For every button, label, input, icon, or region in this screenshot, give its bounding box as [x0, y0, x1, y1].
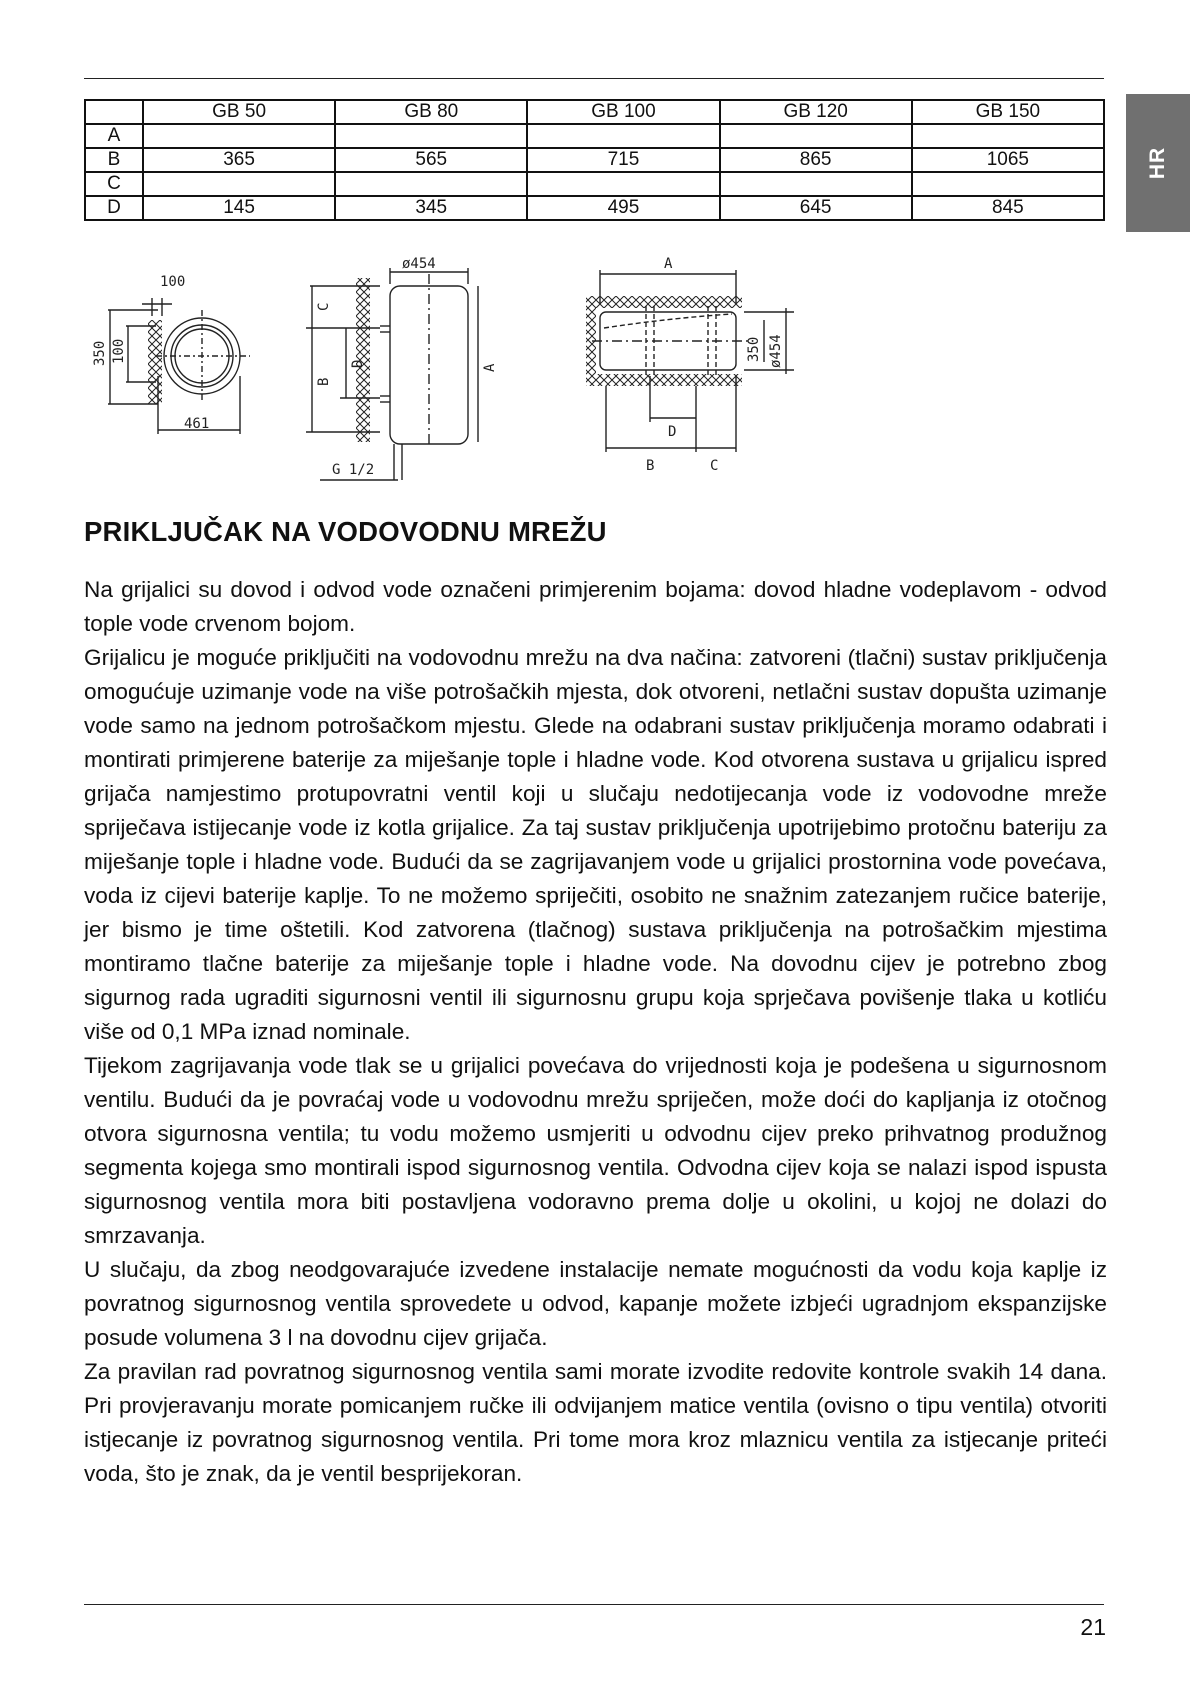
label-b-side: B [316, 377, 332, 386]
table-cell [527, 124, 719, 148]
table-cell: 645 [720, 196, 912, 220]
label-c-horizontal: C [710, 458, 719, 474]
dim-454-top: ø454 [402, 256, 436, 272]
label-a-side: A [482, 363, 498, 372]
front-view-drawing [108, 298, 250, 434]
table-cell: 865 [720, 148, 912, 172]
table-cell [143, 172, 335, 196]
table-cell: 565 [335, 148, 527, 172]
row-label: A [85, 124, 143, 148]
dim-100-top: 100 [160, 274, 186, 290]
language-tab-label: HR [1146, 146, 1169, 180]
paragraph: Za pravilan rad povratnog sigurnosnog ventila sami morate izvodite redovite kontrole svakih 14 dana. Pri provjeravanju morate pomicanjem ručke ili odvijanjem matice ventila (ovisno o tipu ventila) otvoriti istjecanje iz povratnog sigurnosnog ventila. Pri tome mora kroz mlaznicu ventila za istjecanje priteći voda, što je znak, da je ventil besprijekoran. [84, 1359, 1107, 1486]
paragraph: Na grijalici su dovod i odvod vode označeni primjerenim bojama: dovod hladne vodeplavom - odvod tople vode crvenom bojom. [84, 577, 1107, 636]
table-cell [335, 172, 527, 196]
column-header: GB 50 [143, 100, 335, 124]
horizontal-view-drawing [586, 270, 794, 452]
column-header: GB 80 [335, 100, 527, 124]
section-body [84, 573, 1107, 1491]
table-cell [912, 172, 1104, 196]
table-cell: 715 [527, 148, 719, 172]
table-cell: 345 [335, 196, 527, 220]
table-row [85, 148, 1104, 172]
paragraph: Grijalicu je moguće priključiti na vodovodnu mrežu na dva načina: zatvoreni (tlačni) sustav priključenja omogućuje uzimanje vode na više potrošačkih mjesta, dok otvoreni, netlačni sustav dopušta uzimanje vode samo na jednom potrošačkom mjestu. Glede na odabrani sustav priključenja moramo odabrati i montirati primjerene baterije za miješanje tople i hladne vode. Kod otvorena sustava u grijalicu ispred grijača namjestimo protupovratni ventil koji u slučaju nedotijecanja vode iz vodovodne mreže spriječava istijecanje vode iz kotla grijalice. Za taj sustav priključenja upotrijebimo protočnu bateriju za miješanje tople i hladne vode. Budući da se zagrijavanjem vode u grijalici prostornina vode povećava, voda iz cijevi baterije kaplje. To ne možemo spriječiti, osobito ne snažnim zatezanjem ručice baterije, jer bismo je time oštetili. Kod zatvorena (tlačnog) sustava priključenja na potrošačkim mjestima montiramo tlačne baterije za miješanje tople i hladne vode. Na dovodnu cijev je potrebno zbog sigurnog rada ugraditi sigurnosni ventil ili sigurnosnu grupu koja sprječava povišenje tlaka u kotliću više od 0,1 MPa iznad nominale. [84, 645, 1107, 1044]
language-tab [1126, 94, 1190, 232]
column-header: GB 100 [527, 100, 719, 124]
table-cell [720, 124, 912, 148]
table-cell [527, 172, 719, 196]
table-cell: 145 [143, 196, 335, 220]
table-cell [143, 124, 335, 148]
table-row [85, 124, 1104, 148]
row-label: C [85, 172, 143, 196]
page-number: 21 [1080, 1614, 1106, 1640]
label-g-half: G 1/2 [332, 462, 375, 478]
label-d-side: D [350, 359, 366, 368]
table-row [85, 196, 1104, 220]
dim-461: 461 [184, 416, 210, 432]
dimensions-table [84, 99, 1105, 221]
row-label: D [85, 196, 143, 220]
label-a-horizontal: A [664, 256, 673, 272]
section-title: PRIKLJUČAK NA VODOVODNU MREŽU [84, 516, 607, 547]
label-b-horizontal: B [646, 458, 655, 474]
column-header: GB 150 [912, 100, 1104, 124]
dim-100-side: 100 [111, 338, 127, 364]
side-view-drawing [306, 268, 478, 480]
paragraph: U slučaju, da zbog neodgovarajuće izvedene instalacije nemate mogućnosti da vodu koja kaplje iz povratnog sigurnosnog ventila sprovedete u odvod, kapanje možete izbjeći ugradnjom ekspanzijske posude volumena 3 l na dovodnu cijev grijača. [84, 1257, 1107, 1350]
table-cell [912, 124, 1104, 148]
table-cell [335, 124, 527, 148]
table-cell: 365 [143, 148, 335, 172]
label-d-horizontal: D [668, 424, 677, 440]
dim-454-horizontal: ø454 [768, 334, 784, 368]
technical-drawings [80, 256, 784, 482]
table-cell [720, 172, 912, 196]
paragraph: Tijekom zagrijavanja vode tlak se u grijalici povećava do vrijednosti koja je podešena u sigurnosnom ventilu. Budući da je povraćaj vode u vodovodnu mrežu spriječen, može doći do kapljanja iz otočnog otvora sigurnosna ventila; tu vodu možemo usmjeriti u odvodnu cijev preko prihvatnog produžnog segmenta kojega smo montirali ispod sigurnosnog ventila. Odvodna cijev koja se nalazi ispod ispusta sigurnosnog ventila mora biti postavljena vodoravno prema dolje u okolini, u kojoj ne dolazi do smrzavanja. [84, 1053, 1107, 1248]
table-cell: 495 [527, 196, 719, 220]
label-c-side: C [316, 302, 332, 311]
table-cell: 1065 [912, 148, 1104, 172]
table-header-row [85, 100, 1104, 124]
dim-350: 350 [92, 340, 108, 366]
table-cell: 845 [912, 196, 1104, 220]
top-rule [84, 78, 1104, 79]
dim-350-horizontal: 350 [746, 336, 762, 362]
row-label: B [85, 148, 143, 172]
bottom-rule [84, 1604, 1104, 1605]
table-row [85, 172, 1104, 196]
table-corner-cell [85, 100, 143, 124]
column-header: GB 120 [720, 100, 912, 124]
